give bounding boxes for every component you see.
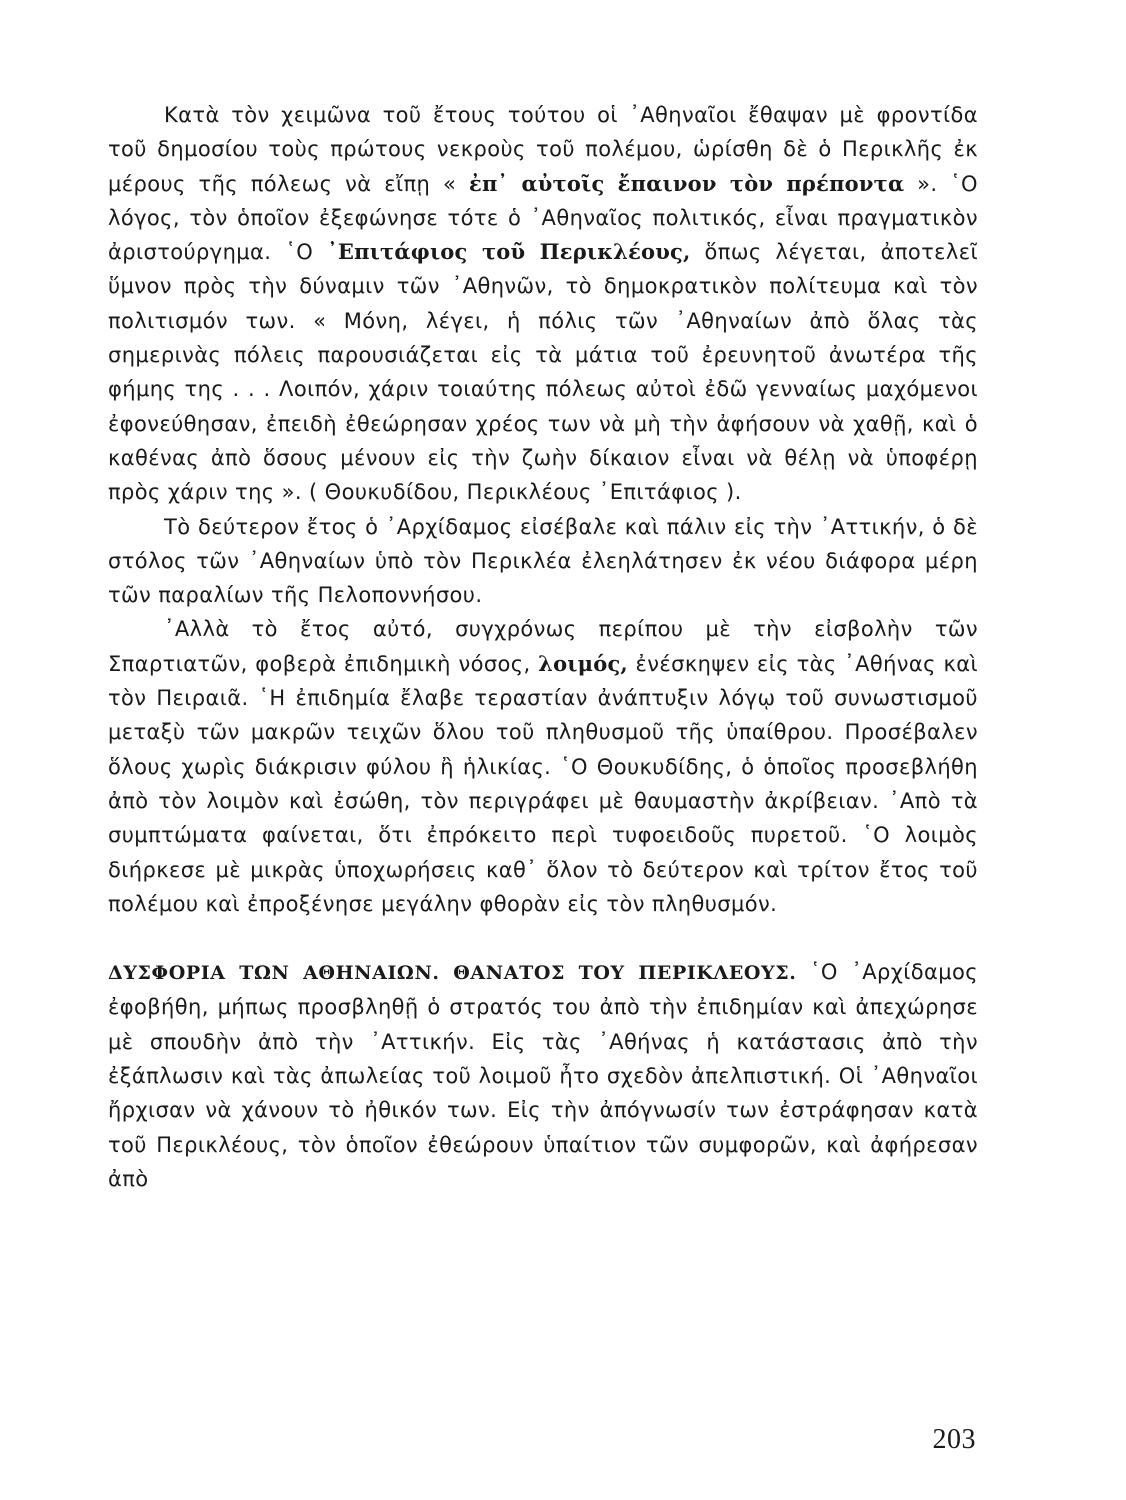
paragraph-text: Τὸ δεύτερον ἔτος ὁ ᾿Αρχίδαμος εἰσέβαλε καὶ πάλιν εἰς τὴν ᾿Αττικήν, ὁ δὲ στόλος τῶν ᾿Αθηναίων ὑπὸ τὸν Περικλέα ἐλεηλάτησεν ἐκ νέου διάφορα μέρη τῶν παραλίων τῆς Πελοποννήσου. [108,514,978,608]
section-text: ῾Ο ᾿Αρχίδαμος ἐφοβήθη, μήπως προσβληθῇ ὁ στρατός του ἀπὸ τὴν ἐπιδημίαν καὶ ἀπεχώρησε μὲ σπουδὴν ἀπὸ τὴν ᾿Αττικήν. Εἰς τὰς ᾿Αθήνας ἡ κατάστασις ἀπὸ τὴν ἐξάπλωσιν καὶ τὰς ἀπωλείας τοῦ λοιμοῦ ἦτο σχεδὸν ἀπελπιστική. Οἱ ᾿Αθηναῖοι ἤρχισαν νὰ χάνουν τὸ ἠθικόν των. Εἰς τὴν ἀπόγνωσίν των ἐστράφησαν κατὰ τοῦ Περικλέους, τὸν ὁποῖον ἐθεώρουν ὑπαίτιον τῶν συμφορῶν, καὶ ἀφήρεσαν ἀπὸ [108,960,979,1191]
page-number: 203 [932,1424,976,1455]
paragraph-plague [108,612,978,921]
bold-term-plague: λοιμός, [538,650,628,676]
paragraph-section [108,955,978,1196]
section-gap [108,921,978,955]
paragraph-epitaph [108,98,978,510]
paragraph-second-year [108,510,978,613]
bold-quote: ἐπ᾿ αὐτοῖς ἔπαινον τὸν πρέποντα [469,170,905,196]
paragraph-text: ᾿Αλλὰ τὸ ἔτος αὐτό, συγχρόνως περίπου μὲ τὴν εἰσβολὴν τῶν Σπαρτιατῶν, φοβερὰ ἐπιδημικὴ νόσος, [108,617,978,676]
paragraph-text: Κατὰ τὸν χειμῶνα τοῦ ἔτους τούτου οἱ ᾿Αθηναῖοι ἔθαψαν μὲ φροντίδα τοῦ δημοσίου τοὺς πρώτους νεκροὺς τοῦ πολέμου, ὡρίσθη δὲ ὁ Περικλῆς ἐκ μέρους τῆς πόλεως νὰ εἴπῃ « [108,103,978,196]
section-heading: ΔΥΣΦΟΡΙΑ ΤΩΝ ΑΘΗΝΑΙΩΝ. ΘΑΝΑΤΟΣ ΤΟΥ ΠΕΡΙΚΛΕΟΥΣ. [108,962,797,985]
main-text [108,98,978,1196]
paragraph-text: ἐνέσκηψεν εἰς τὰς ᾿Αθήνας καὶ τὸν Πειραιᾶ. ῾Η ἐπιδημία ἔλαβε τεραστίαν ἀνάπτυξιν λόγῳ τοῦ συνωστισμοῦ μεταξὺ τῶν μακρῶν τειχῶν ὅλου τοῦ πληθυσμοῦ τῆς ὑπαίθρου. Προσέβαλεν ὅλους χωρὶς διάκρισιν φύλου ἢ ἡλικίας. ῾Ο Θουκυδίδης, ὁ ὁποῖος προσεβλήθη ἀπὸ τὸν λοιμὸν καὶ ἐσώθη, τὸν περιγράφει μὲ θαυμαστὴν ἀκρίβειαν. ᾿Απὸ τὰ συμπτώματα φαίνεται, ὅτι ἐπρόκειτο περὶ τυφοειδοῦς πυρετοῦ. ῾Ο λοιμὸς διήρκεσε μὲ μικρὰς ὑποχωρήσεις καθ᾿ ὅλον τὸ δεύτερον καὶ τρίτον ἔτος τοῦ πολέμου καὶ ἐπροξένησε μεγάλην φθορὰν εἰς τὸν πληθυσμόν. [108,651,978,916]
paragraph-text: ὅπως λέγεται, ἀποτελεῖ ὕμνον πρὸς τὴν δύναμιν τῶν ᾿Αθηνῶν, τὸ δημοκρατικὸν πολίτευμα καὶ τὸν πολιτισμόν των. « Μόνη, λέγει, ἡ πόλις τῶν ᾿Αθηναίων ἀπὸ ὅλας τὰς σημερινὰς πόλεις παρουσιάζεται εἰς τὰ μάτια τοῦ ἐρευνητοῦ ἀνωτέρα τῆς φήμης της . . . Λοιπόν, χάριν τοιαύτης πόλεως αὐτοὶ ἐδῶ γενναίως μαχόμενοι ἐφονεύθησαν, ἐπειδὴ ἐθεώρησαν χρέος των νὰ μὴ τὴν ἀφήσουν νὰ χαθῇ, καὶ ὁ καθένας ἀπὸ ὅσους μένουν εἰς τὴν ζωὴν δίκαιον εἶναι νὰ θέλῃ νὰ ὑποφέρῃ πρὸς χάριν της ». ( Θουκυδίδου, Περικλέους ᾿Επιτάφιος ). [108,240,978,505]
bold-term-epitaph: ᾿Επιτάφιος τοῦ Περικλέους, [327,239,691,265]
paragraph-text: ». ῾Ο λόγος, τὸν ὁποῖον ἐξεφώνησε τότε ὁ ᾿Αθηναῖος πολιτικός, εἶναι πραγματικὸν ἀριστούργημα. ῾Ο [108,171,978,265]
